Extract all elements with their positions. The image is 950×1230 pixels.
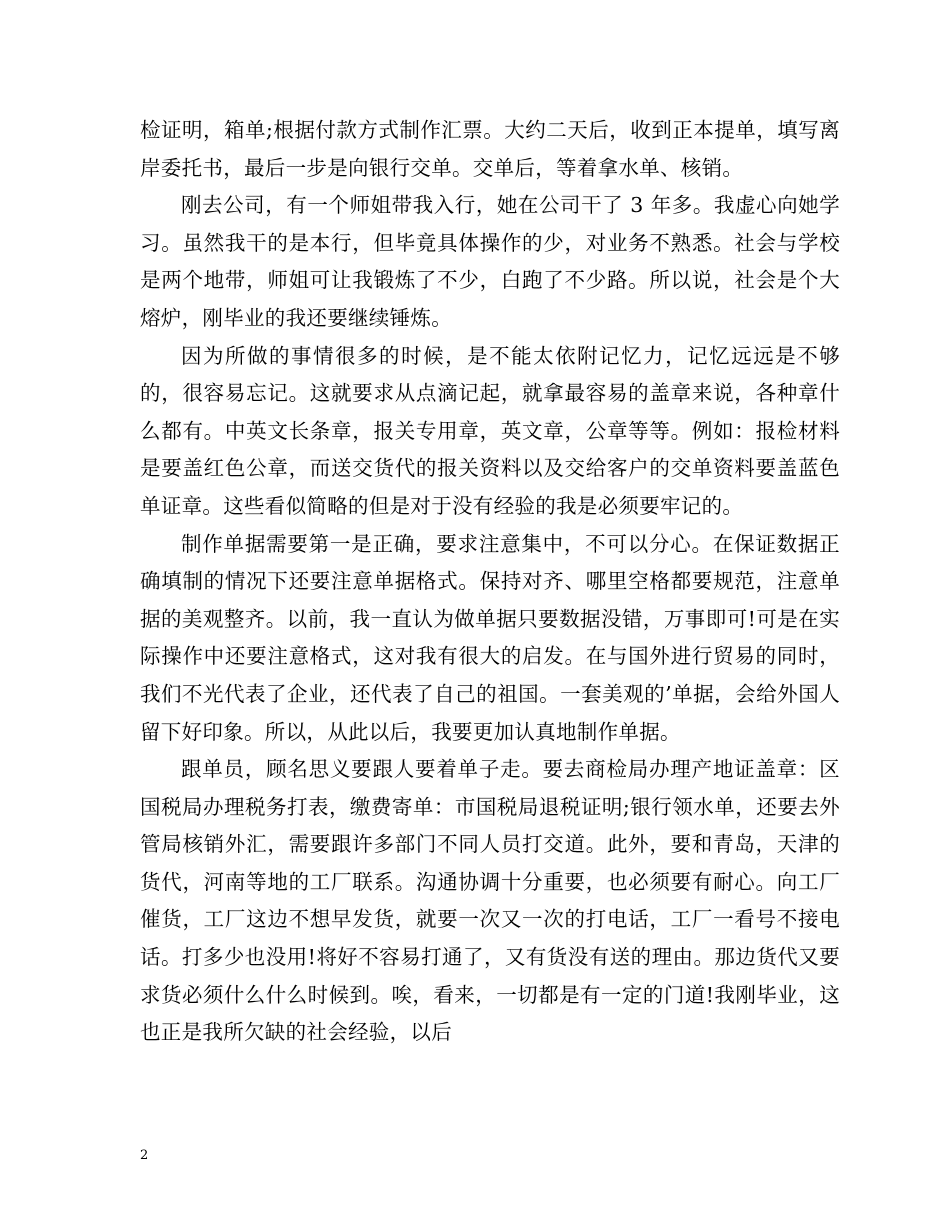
paragraph-4: 制作单据需要第一是正确，要求注意集中，不可以分心。在保证数据正确填制的情况下还要注意单据格式。保持对齐、哪里空格都要规范，注意单据的美观整齐。以前，我一直认为做单据只要数据没错，万事即可!可是在实际操作中还要注意格式，这对我有很大的启发。在与国外进行贸易的同时，我们不光代表了企业，还代表了自己的祖国。一套美观的’单据，会给外国人留下好印象。所以，从此以后，我要更加认真地制作单据。	[140, 531, 840, 744]
paragraph-2: 刚去公司，有一个师姐带我入行，她在公司干了 3 年多。我虚心向她学习。虽然我干的是本行，但毕竟具体操作的少，对业务不熟悉。社会与学校是两个地带，师姐可让我锻炼了不少，白跑了不少路。所以说，社会是个大熔炉，刚毕业的我还要继续锤炼。	[140, 193, 840, 330]
paragraph-1: 检证明，箱单;根据付款方式制作汇票。大约二天后，收到正本提单，填写离岸委托书，最后一步是向银行交单。交单后，等着拿水单、核销。	[140, 118, 840, 180]
paragraph-3: 因为所做的事情很多的时候，是不能太依附记忆力，记忆远远是不够的，很容易忘记。这就要求从点滴记起，就拿最容易的盖章来说，各种章什么都有。中英文长条章，报关专用章，英文章，公章等等。例如：报检材料是要盖红色公章，而送交货代的报关资料以及交给客户的交单资料要盖蓝色单证章。这些看似简略的但是对于没有经验的我是必须要牢记的。	[140, 343, 840, 518]
body-text	[140, 112, 840, 1052]
page-number: 2	[140, 1148, 149, 1163]
paragraph-5: 跟单员，顾名思义要跟人要着单子走。要去商检局办理产地证盖章：区国税局办理税务打表，缴费寄单：市国税局退税证明;银行领水单，还要去外管局核销外汇，需要跟许多部门不同人员打交道。此外，要和青岛，天津的货代，河南等地的工厂联系。沟通协调十分重要，也必须要有耐心。向工厂催货，工厂这边不想早发货，就要一次又一次的打电话，工厂一看号不接电话。打多少也没用!将好不容易打通了，又有货没有送的理由。那边货代又要求货必须什么什么时候到。唉，看来，一切都是有一定的门道!我刚毕业，这也正是我所欠缺的社会经验，以后	[140, 757, 840, 1045]
